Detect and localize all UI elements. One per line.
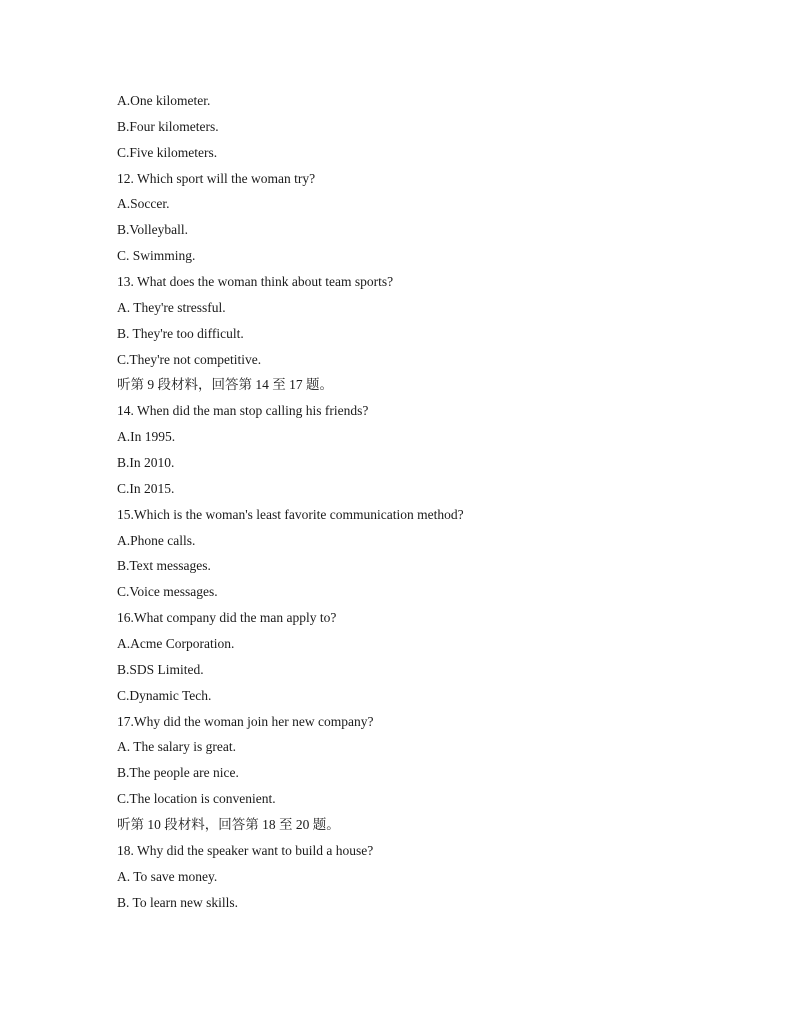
question-15: 15.Which is the woman's least favorite communication method?: [117, 506, 464, 522]
option-15-b: B.Text messages.: [117, 558, 211, 574]
option-11-b: B.Four kilometers.: [117, 118, 219, 134]
option-18-a: A. To save money.: [117, 868, 218, 884]
option-17-c: C.The location is convenient.: [117, 791, 276, 807]
option-14-b: B.In 2010.: [117, 455, 175, 471]
option-17-b: B.The people are nice.: [117, 765, 239, 781]
option-16-b: B.SDS Limited.: [117, 661, 204, 677]
question-14: 14. When did the man stop calling his friends?: [117, 403, 369, 419]
option-13-a: A. They're stressful.: [117, 299, 226, 315]
option-15-a: A.Phone calls.: [117, 532, 196, 548]
option-16-c: C.Dynamic Tech.: [117, 687, 212, 703]
section-instruction-9: 听第 9 段材料，回答第 14 至 17 题。: [117, 377, 333, 393]
option-12-a: A.Soccer.: [117, 196, 170, 212]
option-15-c: C.Voice messages.: [117, 584, 218, 600]
question-18: 18. Why did the speaker want to build a house?: [117, 842, 374, 858]
option-12-c: C. Swimming.: [117, 248, 196, 264]
option-14-a: A.In 1995.: [117, 429, 176, 445]
question-16: 16.What company did the man apply to?: [117, 610, 337, 626]
document-page: [117, 90, 737, 918]
option-13-b: B. They're too difficult.: [117, 325, 244, 341]
option-13-c: C.They're not competitive.: [117, 351, 262, 367]
option-17-a: A. The salary is great.: [117, 739, 236, 755]
option-12-b: B.Volleyball.: [117, 222, 189, 238]
question-12: 12. Which sport will the woman try?: [117, 170, 316, 186]
section-instruction-10: 听第 10 段材料，回答第 18 至 20 题。: [117, 817, 340, 833]
option-14-c: C.In 2015.: [117, 480, 175, 496]
option-11-c: C.Five kilometers.: [117, 144, 218, 160]
option-16-a: A.Acme Corporation.: [117, 636, 235, 652]
option-11-a: A.One kilometer.: [117, 93, 211, 108]
question-17: 17.Why did the woman join her new company?: [117, 713, 374, 729]
question-13: 13. What does the woman think about team sports?: [117, 274, 394, 290]
option-18-b: B. To learn new skills.: [117, 894, 239, 910]
